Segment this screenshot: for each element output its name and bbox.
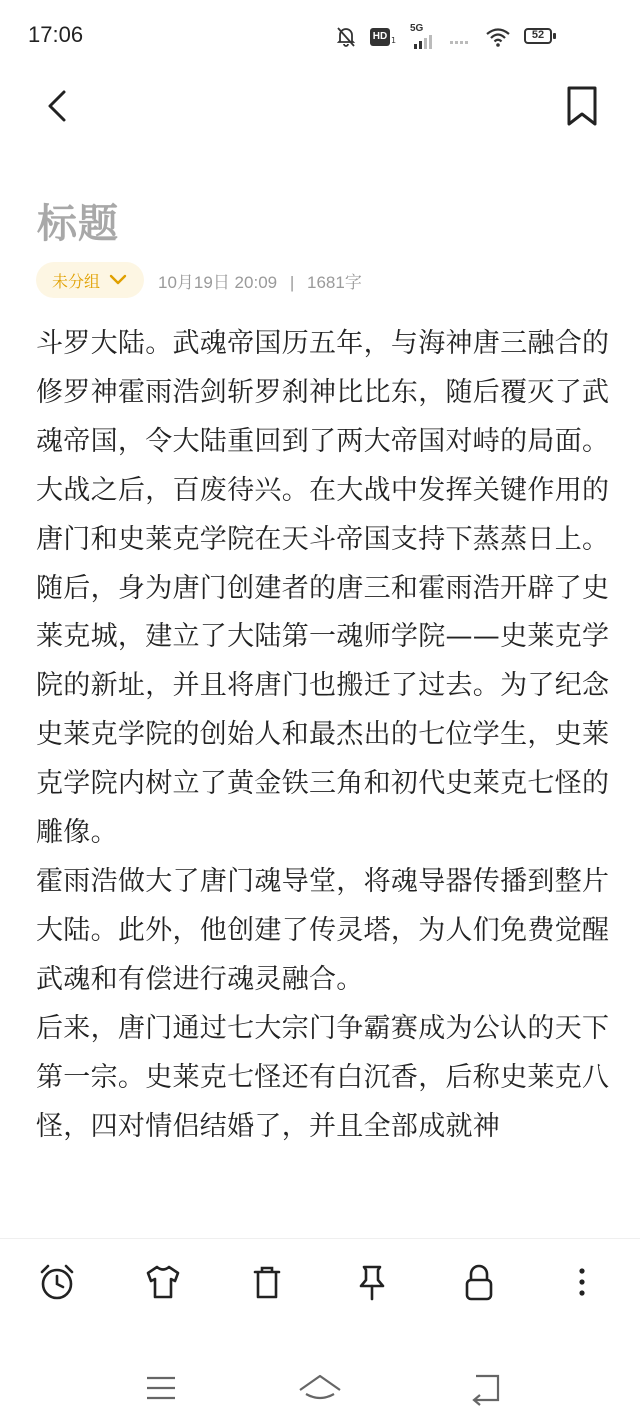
paragraph: 大战之后，百废待兴。在大战中发挥关键作用的唐门和史莱克学院在天斗帝国支持下蒸蒸日上。 (36, 474, 610, 555)
shirt-icon (143, 1262, 183, 1302)
lock-button[interactable] (457, 1260, 501, 1304)
menu-icon (141, 1370, 181, 1406)
note-date: 10月19日 20:09 (158, 272, 278, 292)
home-icon (296, 1370, 344, 1406)
paragraph: 斗罗大陆。武魂帝国历五年，与海神唐三融合的修罗神霍雨浩剑斩罗刹神比比东，随后覆灭了武魂帝国，令大陆重回到了两大帝国对峙的局面。 (36, 328, 610, 457)
system-nav-bar (0, 1358, 640, 1418)
word-count: 1681字 (307, 272, 362, 292)
group-label: 未分组 (52, 271, 101, 291)
status-bar (0, 0, 640, 72)
note-body[interactable] (36, 320, 611, 1232)
reminder-button[interactable] (35, 1260, 79, 1304)
chevron-down-icon (108, 273, 128, 287)
lock-icon (459, 1262, 499, 1302)
nav-menu-button[interactable] (141, 1370, 181, 1406)
mute-bell-icon (336, 26, 356, 48)
status-time: 17:06 (28, 22, 84, 47)
paragraph: 后来，唐门通过七大宗门争霸赛成为公认的天下第一宗。史莱克七怪还有白沉香，后称史莱克八怪，四对情侣结婚了，并且全部成就神 (36, 1012, 610, 1142)
battery-icon (524, 28, 558, 46)
toolbar-divider (0, 1238, 640, 1239)
top-app-bar (0, 72, 640, 144)
signal-icon (450, 30, 472, 44)
paragraph: 随后，身为唐门创建者的唐三和霍雨浩开辟了史莱克城，建立了大陆第一魂师学院——史莱克学院的新址，并且将唐门也搬迁了过去。为了纪念史莱克学院的创始人和最杰出的七位学生，史莱克学院内树立了黄金铁三角和初代史莱克七怪的雕像。 (36, 572, 610, 849)
note-meta (36, 262, 362, 298)
bookmark-button[interactable] (562, 84, 602, 128)
more-button[interactable] (560, 1260, 604, 1304)
nav-back-button[interactable] (466, 1370, 506, 1406)
delete-button[interactable] (245, 1260, 289, 1304)
nav-home-button[interactable] (296, 1370, 344, 1406)
back-button[interactable] (38, 86, 78, 126)
alarm-clock-icon (37, 1262, 77, 1302)
pin-button[interactable] (350, 1260, 394, 1304)
battery-level: 52 (531, 29, 545, 41)
meta-separator: | (289, 272, 295, 292)
chevron-left-icon (38, 86, 78, 126)
meta-info (158, 268, 362, 293)
trash-icon (247, 1262, 287, 1302)
bookmark-icon (562, 84, 602, 128)
bottom-toolbar (0, 1250, 640, 1314)
hd-badge: HD (370, 28, 390, 46)
pin-icon (352, 1262, 392, 1302)
network-label: 5G (410, 23, 424, 34)
wifi-icon (486, 27, 510, 47)
group-selector[interactable] (36, 262, 144, 298)
status-icons (336, 24, 558, 50)
signal-5g-icon (410, 25, 436, 49)
paragraph: 霍雨浩做大了唐门魂导堂，将魂导器传播到整片大陆。此外，他创建了传灵塔，为人们免费觉醒武魂和有偿进行魂灵融合。 (36, 865, 610, 995)
more-vertical-icon (562, 1262, 602, 1302)
hd-icon: HD 1 (370, 27, 396, 47)
note-title[interactable]: 标题 (37, 201, 119, 247)
back-icon (466, 1370, 506, 1406)
skin-button[interactable] (141, 1260, 185, 1304)
